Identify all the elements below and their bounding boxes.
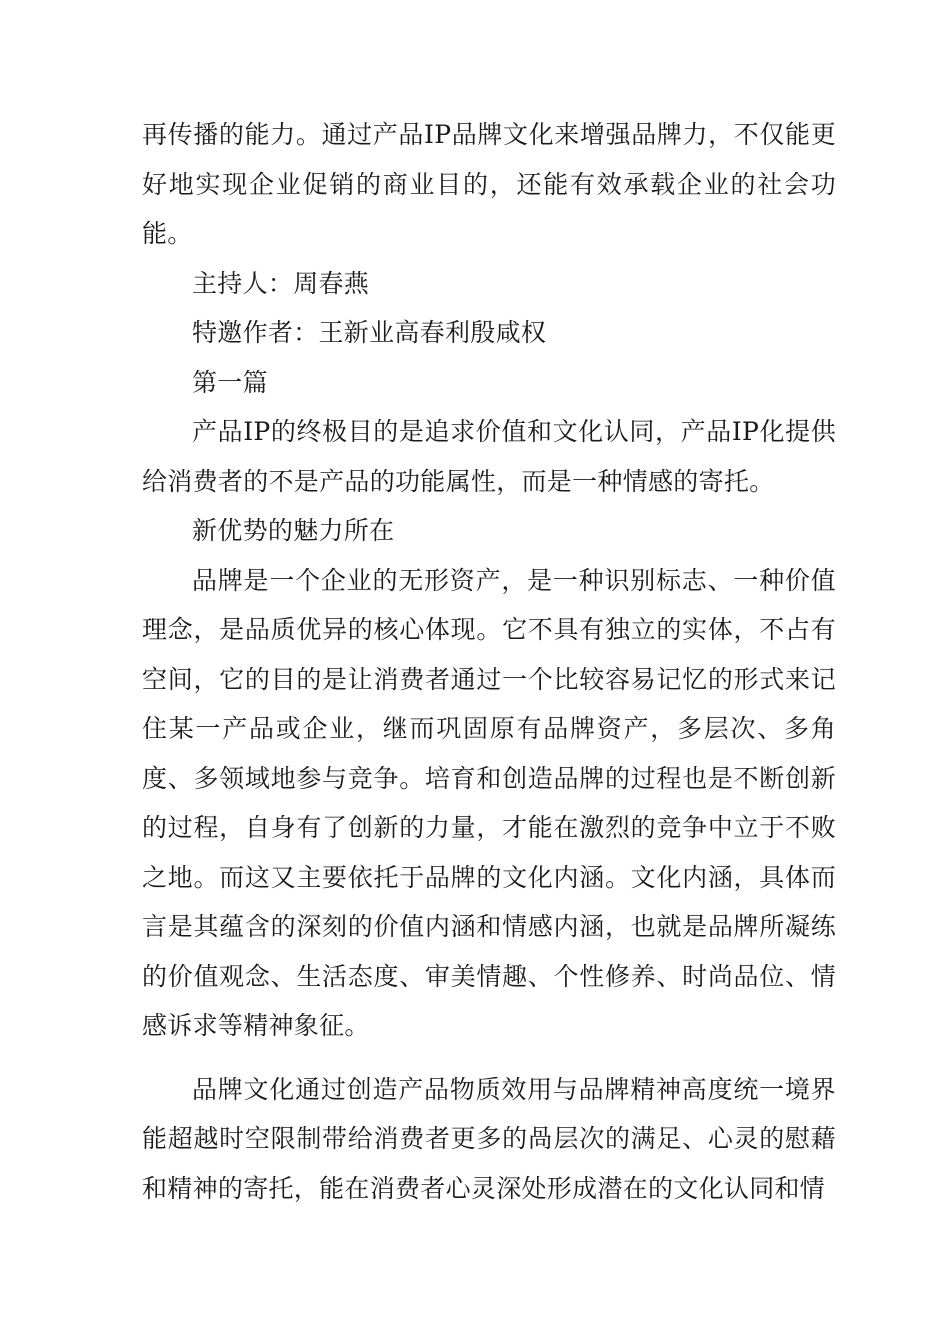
paragraph-continuation: 再传播的能力。通过产品IP品牌文化来增强品牌力，不仅能更好地实现企业促销的商业目的，还能有效承载企业的社会功能。 (142, 120, 836, 248)
paragraph-ip-goal: 产品IP的终极目的是追求价值和文化认同，产品IP化提供给消费者的不是产品的功能属性，而是一种情感的寄托。 (142, 417, 836, 496)
section-heading: 第一篇 (192, 367, 268, 397)
paragraph-brand-culture: 品牌文化通过创造产品物质效用与品牌精神高度统一境界能超越时空限制带给消费者更多的咼层次的满足、心灵的慰藉和精神的寄托，能在消费者心灵深处形成潜在的文化认同和情 (142, 1074, 836, 1203)
document-body (142, 110, 836, 1213)
host-line: 主持人：周春燕 (192, 268, 370, 298)
guest-authors-line: 特邀作者：王新业高春利殷咸权 (192, 318, 547, 347)
paragraph-brand-asset: 品牌是一个企业的无形资产，是一种识别标志、一种价值理念，是品质优异的核心体现。它不具有独立的实体，不占有空间，它的目的是让消费者通过一个比较容易记忆的形式来记住某一产品或企业，继而巩固原有品牌资产，多层次、多角度、多领域地参与竞争。培育和创造品牌的过程也是不断创新的过程，自身有了创新的力量，才能在激烈的竞争中立于不败之地。而这又主要依托于品牌的文化内涵。文化内涵，具体而言是其蕴含的深刻的价值内涵和情感内涵，也就是品牌所凝练的价值观念、生活态度、审美情趣、个性修养、时尚品位、情感诉求等精神象征。 (142, 565, 836, 1040)
subheading-new-advantage: 新优势的魅力所在 (192, 516, 395, 545)
